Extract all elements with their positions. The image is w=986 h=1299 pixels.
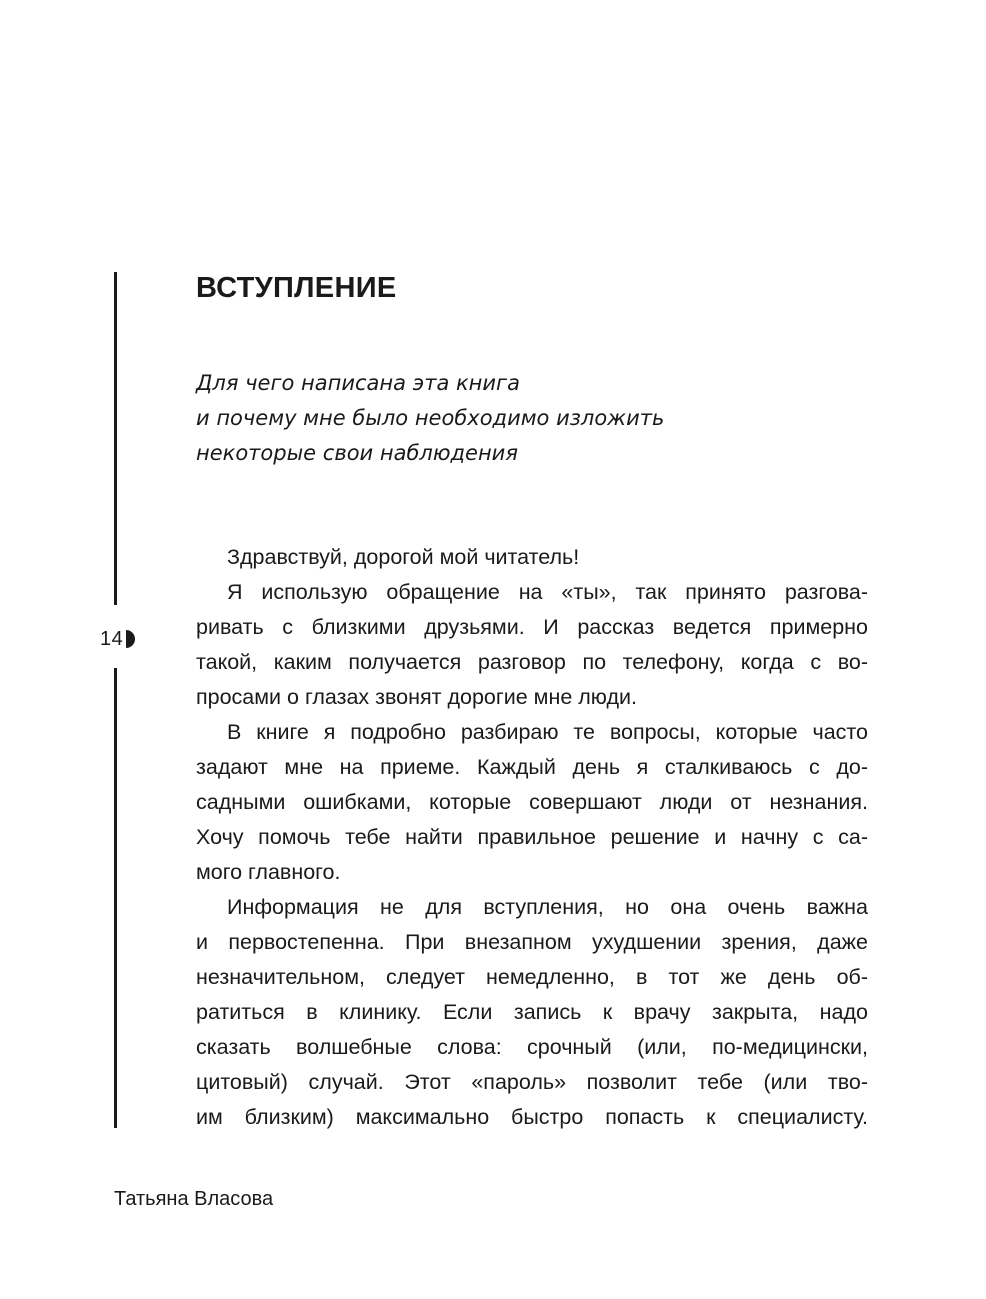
text-line: сказать волшебные слова: срочный (или, по-медицински, <box>196 1035 868 1059</box>
text-line: незначительном, следует немедленно, в тот же день об- <box>196 965 868 989</box>
epigraph-line: и почему мне было необходимо изложить <box>196 406 665 430</box>
text-line: такой, каким получается разговор по телефону, когда с во- <box>196 650 868 674</box>
text-line: В книге я подробно разбираю те вопросы, которые часто <box>227 720 868 744</box>
text-line: и первостепенна. При внезапном ухудшении зрения, даже <box>196 930 868 954</box>
text-line: цитовый) случай. Этот «пароль» позволит тебе (или тво- <box>196 1070 868 1094</box>
margin-rule-bottom <box>114 668 117 1128</box>
text-line: садными ошибками, которые совершают люди от незнания. <box>196 790 868 814</box>
chapter-epigraph <box>196 366 756 471</box>
text-line: Хочу помочь тебе найти правильное решение и начну с са- <box>196 825 868 849</box>
text-line: задают мне на приеме. Каждый день я сталкиваюсь с до- <box>196 755 868 779</box>
body-text <box>196 540 868 1135</box>
text-line: Здравствуй, дорогой мой читатель! <box>227 545 580 569</box>
text-line: мого главного. <box>196 860 341 884</box>
text-line: Информация не для вступления, но она очень важна <box>227 895 868 919</box>
margin-rule-top <box>114 272 117 605</box>
text-line: Я использую обращение на «ты», так принято разгова- <box>227 580 868 604</box>
text-line: ратиться в клинику. Если запись к врачу закрыта, надо <box>196 1000 868 1024</box>
footer-author: Татьяна Власова <box>114 1188 274 1210</box>
text-line: им близким) максимально быстро попасть к специалисту. <box>196 1105 868 1129</box>
half-circle-icon <box>126 630 135 648</box>
epigraph-line: Для чего написана эта книга <box>196 371 520 395</box>
page-number: 14 <box>100 628 124 650</box>
epigraph-line: некоторые свои наблюдения <box>196 441 518 465</box>
chapter-title: ВСТУПЛЕНИЕ <box>196 272 397 304</box>
text-line: ривать с близкими друзьями. И рассказ ведется примерно <box>196 615 868 639</box>
page-number-marker <box>100 625 135 653</box>
text-line: просами о глазах звонят дорогие мне люди. <box>196 685 637 709</box>
